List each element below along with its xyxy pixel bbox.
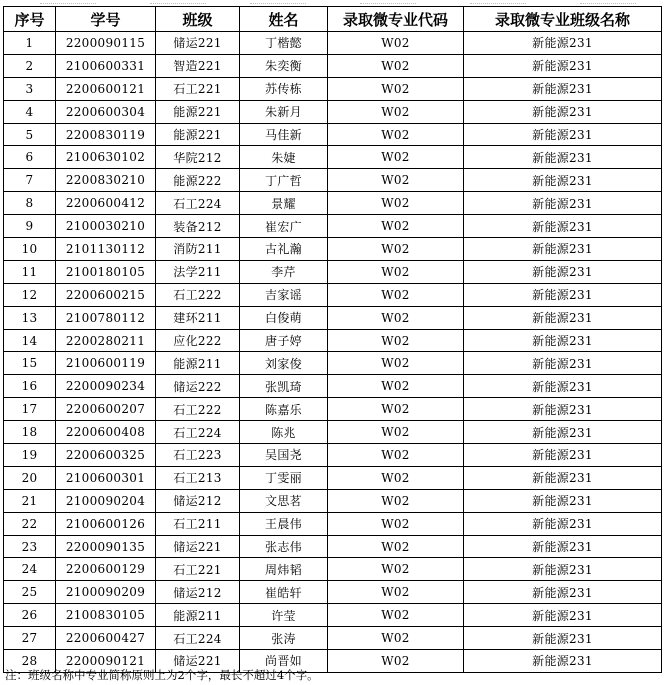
program-class-name-cell: 新能源231 (464, 77, 662, 100)
name-cell: 陈嘉乐 (240, 398, 328, 421)
serial-number-cell: 20 (4, 466, 56, 489)
table-row (4, 581, 662, 604)
name-cell: 景耀 (240, 192, 328, 215)
serial-number-cell: 9 (4, 215, 56, 238)
serial-number-cell: 24 (4, 558, 56, 581)
program-code-cell: W02 (328, 489, 464, 512)
program-code-cell: W02 (328, 421, 464, 444)
table-row (4, 421, 662, 444)
name-cell: 苏传栋 (240, 77, 328, 100)
program-class-name-cell: 新能源231 (464, 215, 662, 238)
table-row (4, 535, 662, 558)
table-row (4, 627, 662, 650)
class-cell: 石工224 (156, 192, 240, 215)
program-class-name-cell: 新能源231 (464, 581, 662, 604)
table-body (4, 32, 662, 673)
table-row (4, 146, 662, 169)
program-class-name-cell: 新能源231 (464, 123, 662, 146)
program-code-cell: W02 (328, 535, 464, 558)
serial-number-cell: 17 (4, 398, 56, 421)
student-id-cell: 2200600412 (56, 192, 156, 215)
name-cell: 朱奕衡 (240, 54, 328, 77)
class-cell: 能源221 (156, 100, 240, 123)
student-id-cell: 2100600126 (56, 512, 156, 535)
program-class-name-cell: 新能源231 (464, 260, 662, 283)
class-cell: 智造221 (156, 54, 240, 77)
program-code-cell: W02 (328, 32, 464, 55)
table-row (4, 283, 662, 306)
name-cell: 吉家谣 (240, 283, 328, 306)
student-id-cell: 2200600304 (56, 100, 156, 123)
name-cell: 古礼瀚 (240, 238, 328, 261)
program-code-cell: W02 (328, 627, 464, 650)
name-cell: 丁雯丽 (240, 466, 328, 489)
name-cell: 丁广哲 (240, 169, 328, 192)
serial-number-cell: 7 (4, 169, 56, 192)
class-cell: 能源211 (156, 352, 240, 375)
name-cell: 马佳新 (240, 123, 328, 146)
header-class: 班级 (156, 7, 240, 32)
program-code-cell: W02 (328, 650, 464, 673)
program-class-name-cell: 新能源231 (464, 375, 662, 398)
class-cell: 消防211 (156, 238, 240, 261)
student-id-cell: 2100780112 (56, 306, 156, 329)
program-class-name-cell: 新能源231 (464, 558, 662, 581)
name-cell: 尚晋如 (240, 650, 328, 673)
serial-number-cell: 14 (4, 329, 56, 352)
program-class-name-cell: 新能源231 (464, 489, 662, 512)
student-id-cell: 2200600408 (56, 421, 156, 444)
program-class-name-cell: 新能源231 (464, 421, 662, 444)
student-id-cell: 2100600301 (56, 466, 156, 489)
serial-number-cell: 6 (4, 146, 56, 169)
program-code-cell: W02 (328, 260, 464, 283)
class-cell: 石工224 (156, 627, 240, 650)
name-cell: 陈兆 (240, 421, 328, 444)
class-cell: 法学211 (156, 260, 240, 283)
student-id-cell: 2100830105 (56, 604, 156, 627)
table-row (4, 444, 662, 467)
program-class-name-cell: 新能源231 (464, 169, 662, 192)
name-cell: 李芹 (240, 260, 328, 283)
class-cell: 储运221 (156, 650, 240, 673)
program-class-name-cell: 新能源231 (464, 32, 662, 55)
program-class-name-cell: 新能源231 (464, 627, 662, 650)
table-row (4, 558, 662, 581)
table-row (4, 192, 662, 215)
program-code-cell: W02 (328, 558, 464, 581)
name-cell: 崔皓轩 (240, 581, 328, 604)
program-code-cell: W02 (328, 192, 464, 215)
program-class-name-cell: 新能源231 (464, 146, 662, 169)
program-class-name-cell: 新能源231 (464, 238, 662, 261)
table-row (4, 77, 662, 100)
class-cell: 装备212 (156, 215, 240, 238)
program-class-name-cell: 新能源231 (464, 329, 662, 352)
serial-number-cell: 23 (4, 535, 56, 558)
class-cell: 石工211 (156, 512, 240, 535)
table-row (4, 260, 662, 283)
class-cell: 建环211 (156, 306, 240, 329)
table-row (4, 512, 662, 535)
serial-number-cell: 27 (4, 627, 56, 650)
class-cell: 石工221 (156, 558, 240, 581)
serial-number-cell: 25 (4, 581, 56, 604)
student-id-cell: 2100600331 (56, 54, 156, 77)
table-row (4, 169, 662, 192)
table-row (4, 489, 662, 512)
name-cell: 朱新月 (240, 100, 328, 123)
serial-number-cell: 21 (4, 489, 56, 512)
student-id-cell: 2200090234 (56, 375, 156, 398)
serial-number-cell: 3 (4, 77, 56, 100)
name-cell: 张涛 (240, 627, 328, 650)
name-cell: 王晨伟 (240, 512, 328, 535)
student-id-cell: 2200600215 (56, 283, 156, 306)
program-class-name-cell: 新能源231 (464, 54, 662, 77)
class-cell: 华院212 (156, 146, 240, 169)
name-cell: 张凯琦 (240, 375, 328, 398)
name-cell: 吴国尧 (240, 444, 328, 467)
serial-number-cell: 13 (4, 306, 56, 329)
class-cell: 能源222 (156, 169, 240, 192)
name-cell: 文思茗 (240, 489, 328, 512)
student-id-cell: 2100600119 (56, 352, 156, 375)
student-id-cell: 2200280211 (56, 329, 156, 352)
program-class-name-cell: 新能源231 (464, 535, 662, 558)
serial-number-cell: 12 (4, 283, 56, 306)
program-class-name-cell: 新能源231 (464, 650, 662, 673)
serial-number-cell: 18 (4, 421, 56, 444)
header-serial-number: 序号 (4, 7, 56, 32)
program-code-cell: W02 (328, 581, 464, 604)
table-row (4, 100, 662, 123)
student-id-cell: 2200600427 (56, 627, 156, 650)
program-code-cell: W02 (328, 283, 464, 306)
program-class-name-cell: 新能源231 (464, 604, 662, 627)
name-cell: 丁楷懿 (240, 32, 328, 55)
program-code-cell: W02 (328, 466, 464, 489)
name-cell: 张志伟 (240, 535, 328, 558)
serial-number-cell: 19 (4, 444, 56, 467)
name-cell: 刘家俊 (240, 352, 328, 375)
name-cell: 朱婕 (240, 146, 328, 169)
student-id-cell: 2200830210 (56, 169, 156, 192)
class-cell: 能源211 (156, 604, 240, 627)
class-cell: 储运221 (156, 32, 240, 55)
header-name: 姓名 (240, 7, 328, 32)
table-row (4, 375, 662, 398)
program-class-name-cell: 新能源231 (464, 512, 662, 535)
table-row (4, 215, 662, 238)
serial-number-cell: 10 (4, 238, 56, 261)
class-cell: 石工222 (156, 398, 240, 421)
header-program-class-name: 录取微专业班级名称 (464, 7, 662, 32)
serial-number-cell: 11 (4, 260, 56, 283)
program-code-cell: W02 (328, 215, 464, 238)
program-code-cell: W02 (328, 169, 464, 192)
program-class-name-cell: 新能源231 (464, 283, 662, 306)
program-code-cell: W02 (328, 54, 464, 77)
class-cell: 石工221 (156, 77, 240, 100)
program-code-cell: W02 (328, 123, 464, 146)
name-cell: 唐子婷 (240, 329, 328, 352)
program-code-cell: W02 (328, 398, 464, 421)
table-row (4, 398, 662, 421)
table-row (4, 32, 662, 55)
name-cell: 白俊萌 (240, 306, 328, 329)
class-cell: 储运221 (156, 535, 240, 558)
serial-number-cell: 22 (4, 512, 56, 535)
footnote: 注：班级名称中专业简称原则上为2个字，最长不超过4个字。 (5, 668, 319, 682)
serial-number-cell: 8 (4, 192, 56, 215)
student-id-cell: 2200600121 (56, 77, 156, 100)
table-row (4, 352, 662, 375)
table-row (4, 306, 662, 329)
program-code-cell: W02 (328, 352, 464, 375)
table-row (4, 604, 662, 627)
student-id-cell: 2200600129 (56, 558, 156, 581)
student-id-cell: 2101130112 (56, 238, 156, 261)
serial-number-cell: 26 (4, 604, 56, 627)
student-id-cell: 2200090135 (56, 535, 156, 558)
class-cell: 石工222 (156, 283, 240, 306)
name-cell: 崔宏广 (240, 215, 328, 238)
table-row (4, 238, 662, 261)
serial-number-cell: 1 (4, 32, 56, 55)
class-cell: 石工213 (156, 466, 240, 489)
serial-number-cell: 2 (4, 54, 56, 77)
program-class-name-cell: 新能源231 (464, 192, 662, 215)
header-row (4, 7, 662, 32)
program-code-cell: W02 (328, 604, 464, 627)
program-class-name-cell: 新能源231 (464, 466, 662, 489)
table-row (4, 54, 662, 77)
class-cell: 应化222 (156, 329, 240, 352)
name-cell: 周炜韬 (240, 558, 328, 581)
program-code-cell: W02 (328, 512, 464, 535)
serial-number-cell: 28 (4, 650, 56, 673)
program-class-name-cell: 新能源231 (464, 352, 662, 375)
student-id-cell: 2100090204 (56, 489, 156, 512)
class-cell: 储运212 (156, 489, 240, 512)
class-cell: 石工223 (156, 444, 240, 467)
student-id-cell: 2100090209 (56, 581, 156, 604)
header-program-code: 录取微专业代码 (328, 7, 464, 32)
student-id-cell: 2200090121 (56, 650, 156, 673)
program-class-name-cell: 新能源231 (464, 100, 662, 123)
student-id-cell: 2200600325 (56, 444, 156, 467)
serial-number-cell: 15 (4, 352, 56, 375)
student-id-cell: 2200090115 (56, 32, 156, 55)
class-cell: 石工224 (156, 421, 240, 444)
student-id-cell: 2100180105 (56, 260, 156, 283)
name-cell: 许莹 (240, 604, 328, 627)
program-class-name-cell: 新能源231 (464, 398, 662, 421)
enrollment-table (3, 6, 662, 673)
student-id-cell: 2100030210 (56, 215, 156, 238)
program-code-cell: W02 (328, 329, 464, 352)
program-class-name-cell: 新能源231 (464, 444, 662, 467)
serial-number-cell: 5 (4, 123, 56, 146)
student-id-cell: 2200830119 (56, 123, 156, 146)
program-code-cell: W02 (328, 238, 464, 261)
student-id-cell: 2100630102 (56, 146, 156, 169)
table-row (4, 123, 662, 146)
program-code-cell: W02 (328, 375, 464, 398)
program-code-cell: W02 (328, 146, 464, 169)
program-code-cell: W02 (328, 306, 464, 329)
program-class-name-cell: 新能源231 (464, 306, 662, 329)
class-cell: 能源221 (156, 123, 240, 146)
program-code-cell: W02 (328, 444, 464, 467)
program-code-cell: W02 (328, 77, 464, 100)
table-row (4, 466, 662, 489)
header-student-id: 学号 (56, 7, 156, 32)
program-code-cell: W02 (328, 100, 464, 123)
class-cell: 储运212 (156, 581, 240, 604)
serial-number-cell: 16 (4, 375, 56, 398)
serial-number-cell: 4 (4, 100, 56, 123)
table-row (4, 329, 662, 352)
class-cell: 储运222 (156, 375, 240, 398)
student-id-cell: 2200600207 (56, 398, 156, 421)
